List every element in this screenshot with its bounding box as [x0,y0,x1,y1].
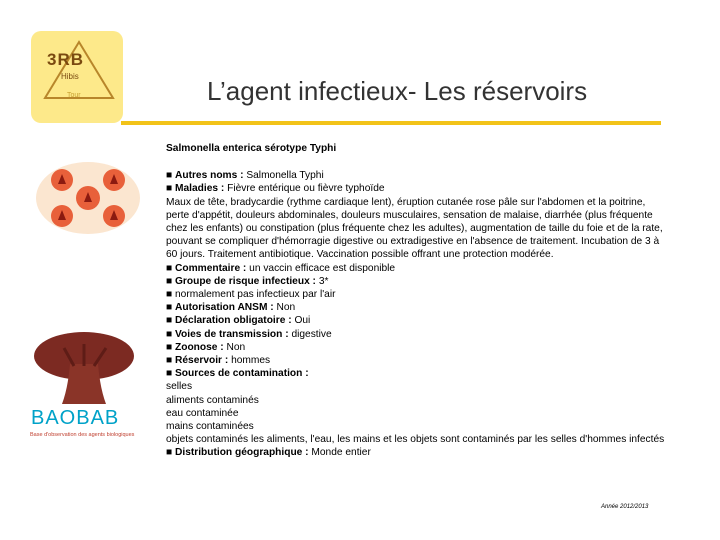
distribution-label: Distribution géographique : [175,447,309,459]
baobab-name: BAOBAB [31,407,120,429]
ansm-value: Non [276,302,296,314]
zoonose-label: Zoonose : [175,341,224,353]
declaration-value: Oui [294,315,311,327]
source-item: selles [166,381,193,393]
autres-noms-line [166,169,666,182]
title-underline [121,121,661,125]
normalement-text: normalement pas infectieux par l'air [175,289,336,301]
declaration-line [166,314,666,327]
bullet: ■ [166,289,173,301]
groupe-line [166,275,666,288]
reservoir-value: hommes [231,355,271,367]
reservoir-label: Réservoir : [175,355,229,367]
distribution-value: Monde entier [311,447,371,459]
biohazard-icon [34,160,142,236]
maladies-value: Fièvre entérique ou fièvre typhoïde [227,183,385,195]
bullet: ■ [166,368,173,380]
groupe-label: Groupe de risque infectieux : [175,275,316,287]
page-title: L’agent infectieux- Les réservoirs [207,76,588,106]
autres-noms-label: Autres noms : [175,170,244,182]
logo-3rb [39,36,117,106]
maladies-line [166,182,666,195]
logo-tag: Tour [67,92,81,99]
ansm-label: Autorisation ANSM : [175,302,274,314]
voies-line [166,328,666,341]
bullet: ■ [166,328,173,340]
content-body [166,142,666,460]
bullet: ■ [166,275,173,287]
logo-subtitle: Hibis [61,72,79,81]
sources-line [166,367,666,380]
commentaire-label: Commentaire : [175,262,247,274]
source-item: mains contaminées [166,421,254,433]
bullet: ■ [166,262,173,274]
zoonose-line [166,341,666,354]
distribution-line [166,446,666,459]
maladies-label: Maladies : [175,183,225,195]
bullet: ■ [166,447,173,459]
reservoir-line [166,354,666,367]
baobab-caption: Base d'observation des agents biologiques [30,432,135,438]
voies-label: Voies de transmission : [175,328,289,340]
footer-year: Année 2012/2013 [601,504,649,510]
normalement-line [166,288,666,301]
sources-label: Sources de contamination : [175,368,309,380]
source-item: objets contaminés les aliments, l'eau, les mains et les objets sont contaminés par les selles d'hommes infectés [166,434,665,446]
description-text: Maux de tête, bradycardie (rythme cardiaque lent), éruption cutanée rose pâle sur l'abdomen et la poitrine, perte d'appétit, douleurs abdominales, douleurs musculaires, sensation de malaise, diarrhée (plus fréquente chez les enfants) ou constipation (plus fréquente chez les adultes), augmentation de taille du foie et de la rate, pouvant se compliquer d'hémorragie digestive ou extradigestive en l'absence de traitement. Incubation de 3 à 60 jours. Traitement antibiotique. Vaccination possible offrant une protection modérée. [166,196,663,261]
bullet: ■ [166,170,173,182]
source-item: eau contaminée [166,407,239,419]
logo-mark: 3RB [47,50,85,69]
commentaire-value: un vaccin efficace est disponible [249,262,396,274]
bullet: ■ [166,302,173,314]
ansm-line [166,301,666,314]
bullet: ■ [166,355,173,367]
bullet: ■ [166,315,173,327]
zoonose-value: Non [226,341,246,353]
commentaire-line [166,262,666,275]
groupe-value: 3* [318,275,329,287]
voies-value: digestive [291,328,332,340]
declaration-label: Déclaration obligatoire : [175,315,292,327]
bullet: ■ [166,341,173,353]
bullet: ■ [166,183,173,195]
source-item: aliments contaminés [166,394,259,406]
autres-noms-value: Salmonella Typhi [246,170,324,182]
organism-heading: Salmonella enterica sérotype Typhi [166,143,337,154]
